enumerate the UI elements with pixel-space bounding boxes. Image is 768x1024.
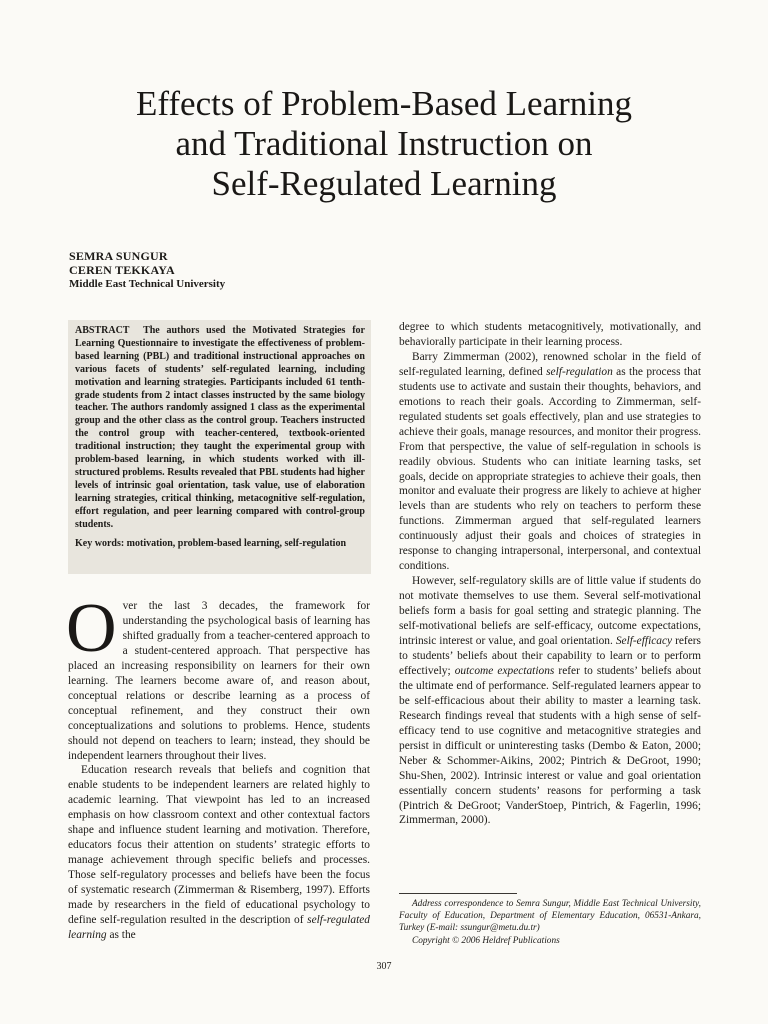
footnote: [399, 898, 701, 947]
body-paragraph: [68, 763, 370, 942]
footnote-divider: [399, 893, 517, 894]
body-paragraph: [66, 590, 370, 763]
paragraph-text: refers to students’ beliefs about their capability to learn or to perform effectively;: [399, 635, 701, 677]
copyright-note: Copyright © 2006 Heldref Publications: [412, 935, 560, 946]
title-line-2: and Traditional Instruction on: [175, 124, 593, 163]
keywords: Key words: motivation, problem-based learning, self-regulation: [75, 537, 347, 549]
body-column-left: [66, 590, 370, 943]
author-affiliation: Middle East Technical University: [69, 278, 226, 290]
abstract-paragraph: [75, 325, 365, 532]
paragraph-text: refer to students’ beliefs about the ultimate end of performance. Self-regulated learners appear to be self-efficacious about their ability to master a learning task. Research findings reveal that students with a high sense of self-efficacy tend to use cognitive and metacognitive strategies and persist in difficult or uninteresting tasks (Dembo & Eaton, 2000; Neber & Schommer-Aikins, 2002; Pintrich & DeGroot, 1990; Shu-Shen, 2002). Intrinsic interest or value and goal orientation essentially concern students’ reasons for performing a task (Pintrich & DeGroot; VanderStoep, Pintrich, & Fagerlin, 1996; Zimmerman, 2000).: [399, 664, 701, 827]
paragraph-text: as the process that students use to activate and sustain their thoughts, behaviors, and emotions to reach their goals. According to Zimmerman, self-regulated students set goals effectively, plan and use strategies to achieve their goals, manage resources, and monitor their progress. From that perspective, the value of self-regulation in schools is readily obvious. Students who can initiate learning tasks, set goals, decide on appropriate strategies to achieve their goals, then monitor and evaluate their progress are likely to achieve at higher levels than are students who rely on teachers to perform these functions. Zimmerman argued that self-regulated learners continuously adjust their goals and choices of strategies in response to changing intrapersonal, interpersonal, and contextual conditions.: [399, 365, 701, 573]
paragraph-text: Education research reveals that beliefs and cognition that enable students to be independent learners are related highly to academic learning. That viewpoint has led to an increased emphasis on how classroom context and other contextual factors shape and influence student learning and motivation. Therefore, educators focus their attention on students’ strategic efforts to manage achievement through specific beliefs and processes. Those self-regulatory processes and beliefs have been the focus of systematic research (Zimmerman & Risemberg, 1997). Efforts made by researchers in the field of educational psychology to define self-regulation resulted in the description of: [68, 764, 370, 927]
page-number: 307: [376, 961, 392, 972]
title-line-3: Self-Regulated Learning: [211, 164, 557, 203]
abstract-text: The authors used the Motivated Strategies for Learning Questionnaire to investigate the effectiveness of problem-based learning (PBL) and traditional instructional approaches on various facets of students’ self-regulated learning, including motivation and learning strategies. Participants included 61 tenth-grade students from 2 intact classes instructed by the same biology teacher. The authors randomly assigned 1 class as the experimental group and the other class as the control group. Teachers instructed the control group with teacher-centered, textbook-oriented traditional instruction; they taught the experimental group with problem-based learning, in which students worked with ill-structured problems. Results revealed that PBL students had higher levels of intrinsic goal orientation, task value, use of elaboration learning strategies, critical thinking, metacognitive self-regulation, effort regulation, and peer learning compared with control-group students.: [75, 325, 365, 530]
abstract-label: ABSTRACT: [75, 325, 130, 336]
correspondence-note: Address correspondence to Semra Sungur, Middle East Technical University, Faculty of Education, Department of Elementary Education, 06531-Ankara, Turkey (E-mail: ssungur@metu.du.tr): [399, 899, 701, 934]
body-paragraph: degree to which students metacognitively, motivationally, and behaviorally participate in their learning process.: [399, 321, 701, 348]
paragraph-text: However, self-regulatory skills are of little value if students do not motivate themselves to use them. Several self-motivational beliefs form a basis for goal setting and strategic planning. The self-motivational beliefs are self-efficacy, outcome expectations, intrinsic interest or value, and goal orientation.: [399, 575, 701, 648]
emphasized-term: self-regulation: [546, 365, 613, 378]
author-name: SEMRA SUNGUR: [69, 249, 168, 263]
emphasized-term: outcome expectations: [454, 664, 555, 677]
body-paragraph: [399, 350, 701, 574]
author-block: [69, 249, 225, 291]
paragraph-text: Barry Zimmerman (2002), renowned scholar in the field of self-regulated learning, defined: [399, 350, 701, 378]
title-line-1: Effects of Problem-Based Learning: [136, 84, 632, 123]
paragraph-text: ver the last 3 decades, the framework for understanding the psychological basis of learning has shifted gradually from a teacher-centered approach to a student-centered approach. That perspective has placed an increasing responsibility on learners for their own learning. The learners become aware of, and reason about, conceptual relations or describe learning as a process of conceptual refinement, and they construct their own conceptualizations and solutions to problems. Hence, students should not depend on teachers to learn; instead, they should be independent learners throughout their lives.: [68, 600, 370, 762]
paragraph-text: as the: [106, 928, 136, 941]
emphasized-term: self-regulated learning: [68, 914, 370, 941]
article-title: [60, 84, 708, 204]
author-name: CEREN TEKKAYA: [69, 263, 175, 277]
abstract-box: [68, 320, 371, 574]
emphasized-term: Self-efficacy: [615, 635, 673, 648]
body-paragraph: [399, 574, 701, 828]
body-column-right: [399, 320, 701, 828]
drop-cap: O: [66, 590, 117, 667]
